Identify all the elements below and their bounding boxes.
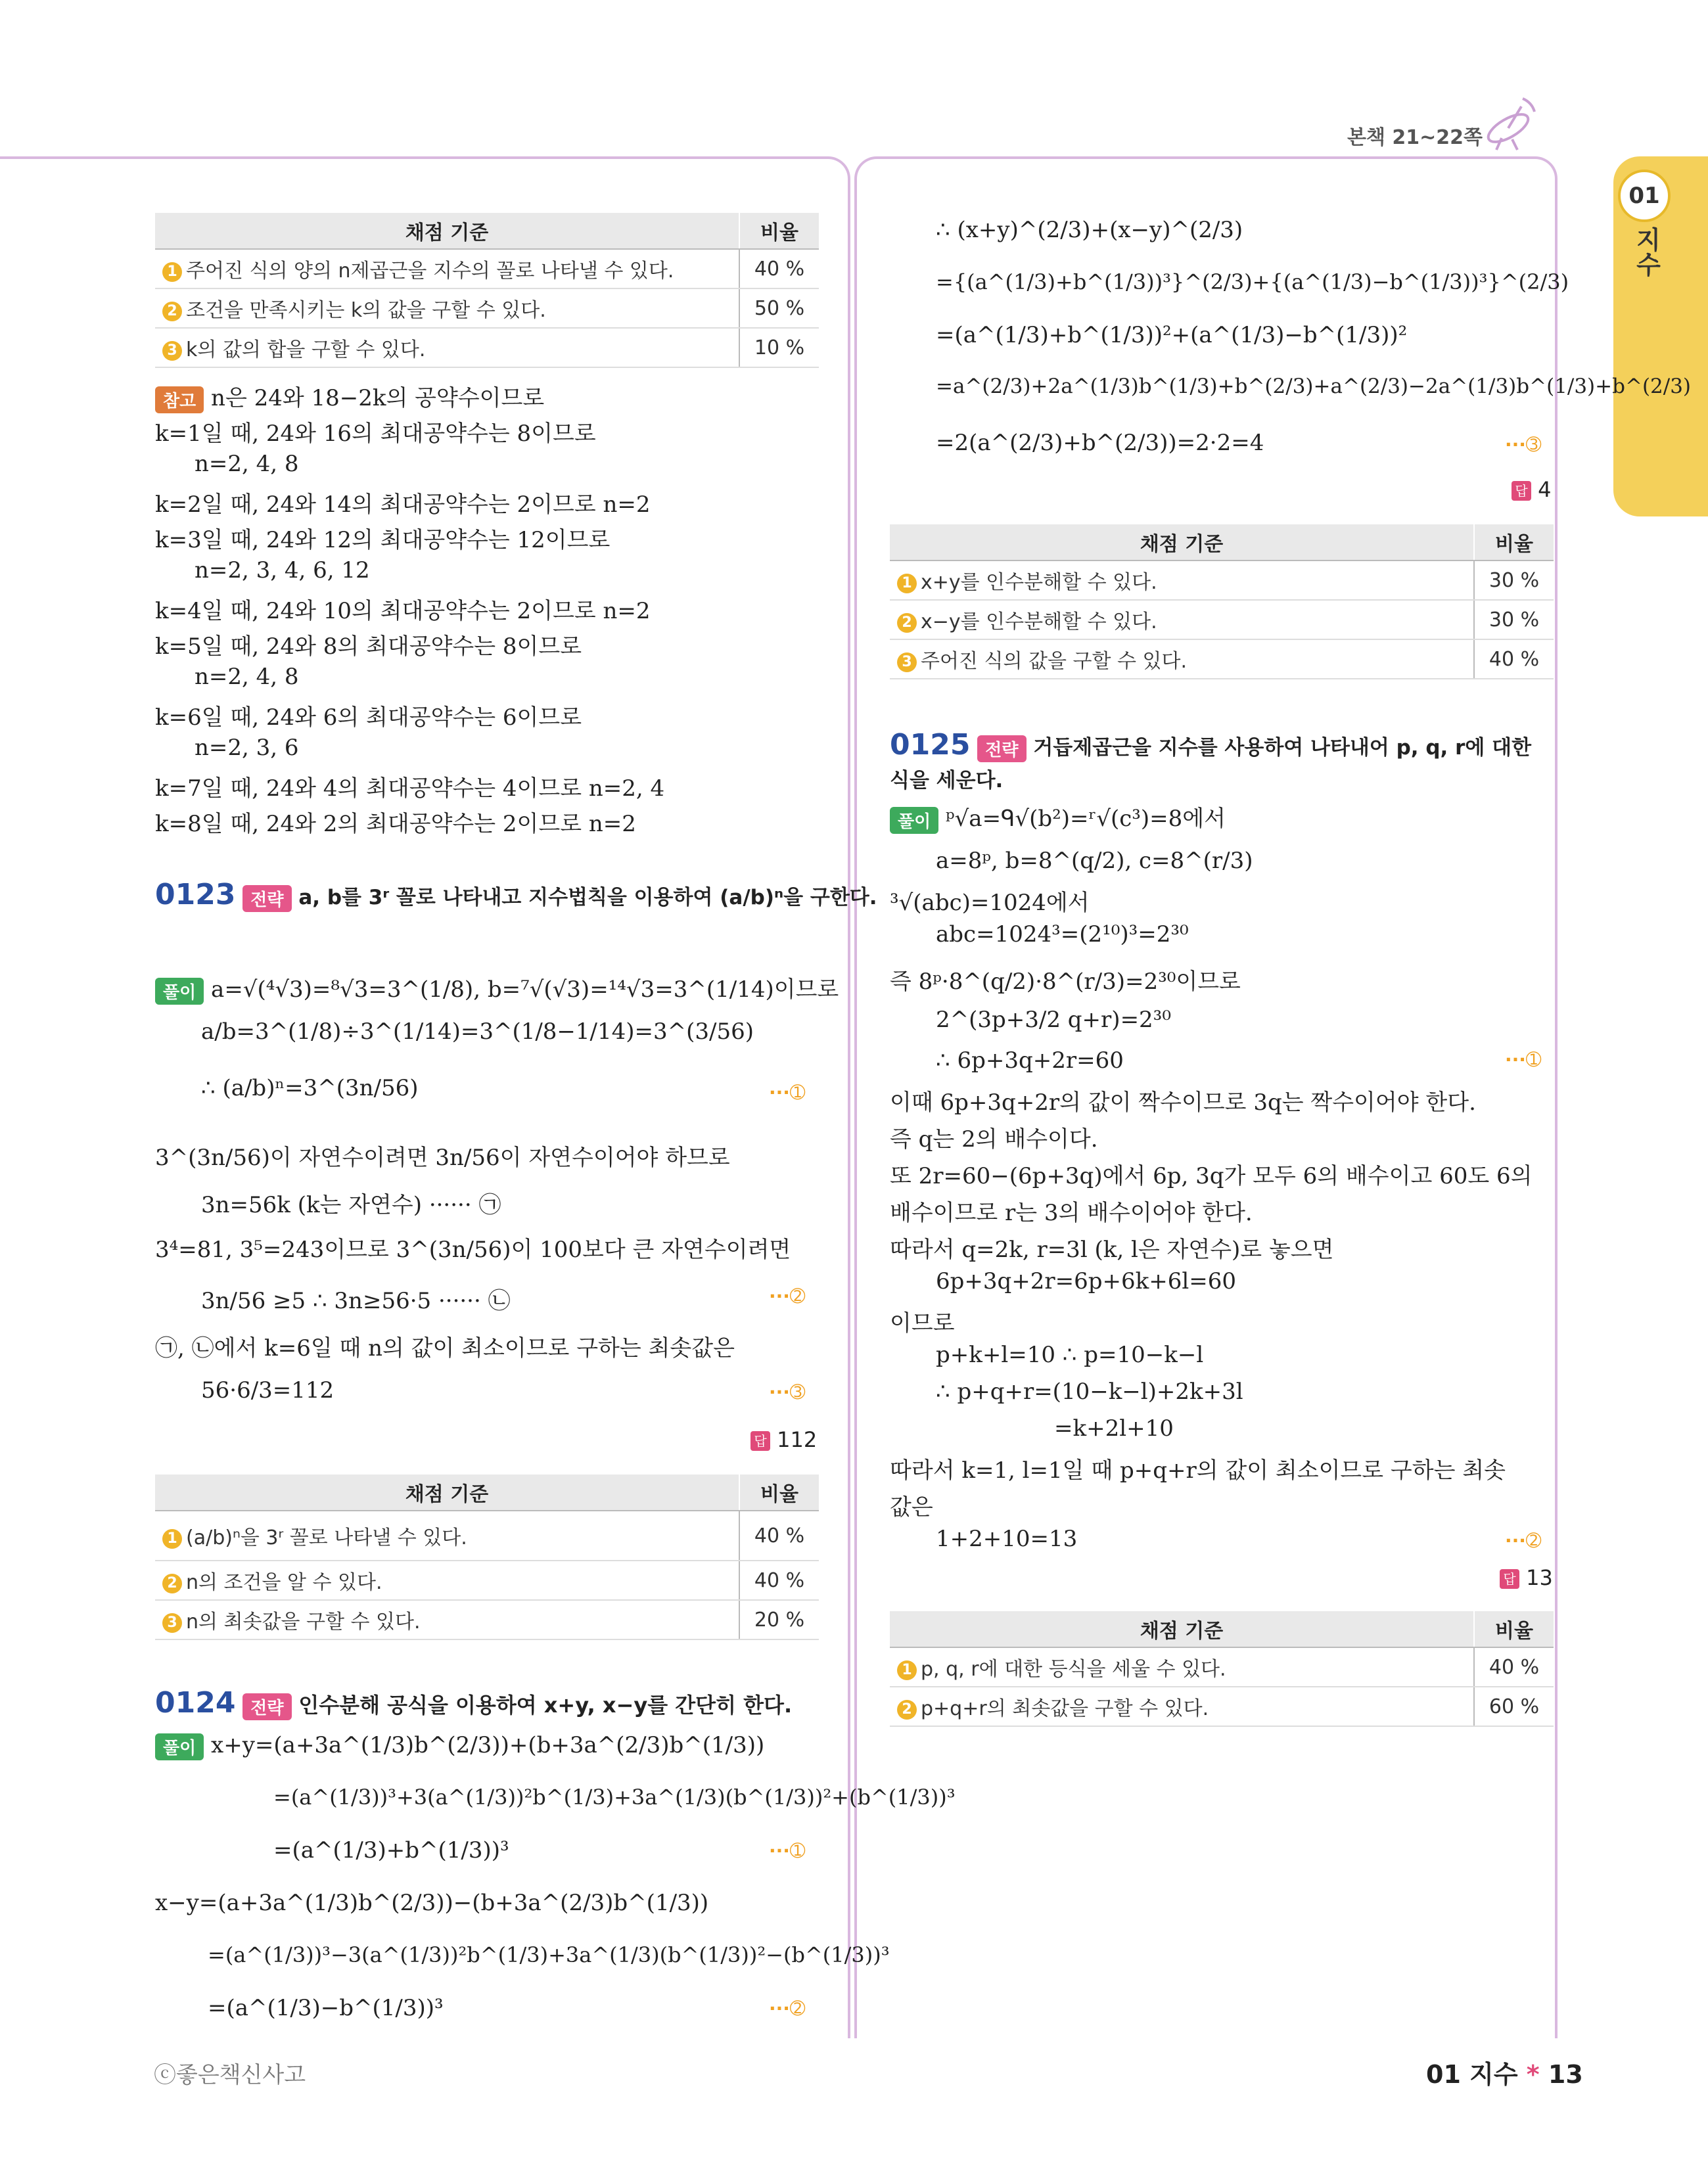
solution-line: 3^(3n/56)이 자연수이려면 3n/56이 자연수이어야 하므로 — [155, 1145, 730, 1171]
strategy-text: a, b를 3ʳ 꼴로 나타내고 지수법칙을 이용하여 (a/b)ⁿ을 구한다. — [298, 886, 877, 909]
table-row — [155, 1600, 819, 1639]
solution-line: 또 2r=60−(6p+3q)에서 6p, 3q가 모두 6의 배수이고 60도 6의 — [890, 1163, 1533, 1189]
strategy-text-cont: 식을 세운다. — [890, 769, 1004, 792]
table-header-ratio: 비율 — [739, 213, 819, 249]
step-2-icon: 2 — [162, 302, 182, 321]
book-reference: 본책 21~22쪽 — [1347, 126, 1483, 149]
problem-number: 0124 — [155, 1686, 236, 1720]
solution-line: =(a^(1/3)+b^(1/3))²+(a^(1/3)−b^(1/3))² — [936, 322, 1408, 348]
criteria-text: (a/b)ⁿ을 3ʳ 꼴로 나타낼 수 있다. — [186, 1526, 467, 1549]
satellite-dish-icon — [1482, 92, 1541, 157]
step-3-marker: ···➂ — [1505, 434, 1542, 455]
solution-line: ={(a^(1/3)+b^(1/3))³}^(2/3)+{(a^(1/3)−b^(1/3))³}^(2/3) — [936, 269, 1569, 294]
solution-line: 6p+3q+2r=6p+6k+6l=60 — [936, 1268, 1237, 1294]
ratio-value: 20 % — [739, 1600, 819, 1639]
answer-0124: 답 4 — [1512, 477, 1552, 502]
note-line: k=3일 때, 24와 12의 최대공약수는 12이므로 — [155, 527, 611, 553]
note-badge: 참고 — [155, 386, 204, 413]
solution-line: x−y=(a+3a^(1/3)b^(2/3))−(b+3a^(2/3)b^(1/3)) — [155, 1890, 709, 1916]
step-2-marker: ···➁ — [769, 1998, 806, 2019]
answer-icon: 답 — [1512, 481, 1531, 501]
table-header-criteria: 채점 기준 — [155, 1475, 739, 1511]
solution-line: 이때 6p+3q+2r의 값이 짝수이므로 3q는 짝수이어야 한다. — [890, 1089, 1476, 1116]
solution-line: ㉠, ㉡에서 k=6일 때 n의 값이 최소이므로 구하는 최솟값은 — [155, 1335, 735, 1361]
criteria-text: p, q, r에 대한 등식을 세울 수 있다. — [921, 1658, 1226, 1681]
solution-line: ∴ (x+y)^(2/3)+(x−y)^(2/3) — [936, 217, 1243, 243]
step-2-icon: 2 — [897, 1700, 917, 1720]
step-1-icon: 1 — [162, 1529, 182, 1549]
solution-line: 3⁴=81, 3⁵=243이므로 3^(3n/56)이 100보다 큰 자연수이려면 — [155, 1237, 791, 1263]
criteria-text: 조건을 만족시키는 k의 값을 구할 수 있다. — [186, 299, 546, 322]
problem-number: 0123 — [155, 878, 236, 911]
solution-line: 2^(3p+3/2 q+r)=2³⁰ — [936, 1007, 1171, 1033]
solution-line: ³√(abc)=1024에서 — [890, 890, 1090, 916]
ratio-value: 40 % — [1474, 639, 1554, 679]
note-line: n=2, 4, 8 — [195, 451, 299, 477]
table-row — [155, 249, 819, 288]
problem-number: 0125 — [890, 728, 971, 762]
solution-badge: 풀이 — [155, 1733, 204, 1760]
solution-line: 따라서 q=2k, r=3l (k, l은 자연수)로 놓으면 — [890, 1237, 1334, 1263]
criteria-text: x−y를 인수분해할 수 있다. — [921, 610, 1157, 633]
ratio-value: 30 % — [1474, 560, 1554, 600]
ratio-value: 40 % — [1474, 1647, 1554, 1687]
ratio-value: 10 % — [739, 328, 819, 367]
answer-0123: 답 112 — [750, 1427, 817, 1452]
solution-line: =(a^(1/3))³+3(a^(1/3))²b^(1/3)+3a^(1/3)(b^(1/3))²+(b^(1/3))³ — [273, 1785, 956, 1810]
scoring-table-0122 — [155, 213, 819, 368]
criteria-text: x+y를 인수분해할 수 있다. — [921, 571, 1157, 594]
note-line: k=5일 때, 24와 8의 최대공약수는 8이므로 — [155, 633, 582, 660]
solution-line: p+k+l=10 ∴ p=10−k−l — [936, 1342, 1204, 1368]
answer-0125: 답 13 — [1500, 1565, 1553, 1590]
page-footer — [1426, 2054, 1583, 2090]
solution-line: =(a^(1/3)−b^(1/3))³ — [208, 1995, 444, 2021]
step-1-icon: 1 — [162, 262, 182, 282]
note-line-0: 참고 n은 24와 18−2k의 공약수이므로 — [155, 380, 544, 413]
scoring-table-0125 — [890, 1611, 1554, 1727]
table-header-ratio: 비율 — [1474, 1611, 1554, 1647]
strategy-badge: 전략 — [977, 735, 1026, 762]
solution-line: 풀이 ᵖ√a=ᑫ√(b²)=ʳ√(c³)=8에서 — [890, 800, 1226, 834]
note-line: k=2일 때, 24와 14의 최대공약수는 2이므로 n=2 — [155, 492, 651, 518]
note-line: n=2, 3, 6 — [195, 735, 299, 761]
solution-line: =(a^(1/3))³−3(a^(1/3))²b^(1/3)+3a^(1/3)(b^(1/3))²−(b^(1/3))³ — [208, 1942, 890, 1967]
step-1-marker: ···➀ — [769, 1840, 806, 1862]
solution-line: ∴ 6p+3q+2r=60 — [936, 1047, 1124, 1074]
page-number: 13 — [1548, 2060, 1583, 2089]
ratio-value: 40 % — [739, 249, 819, 288]
strategy-badge: 전략 — [242, 885, 291, 912]
solution-line: 1+2+10=13 — [936, 1526, 1078, 1552]
strategy-text: 거듭제곱근을 지수를 사용하여 나타내어 p, q, r에 대한 — [1033, 736, 1532, 760]
answer-icon: 답 — [1500, 1569, 1519, 1589]
step-3-icon: 3 — [162, 1613, 182, 1633]
problem-0125-heading — [890, 728, 1531, 762]
ratio-value: 30 % — [1474, 600, 1554, 639]
table-row — [890, 600, 1554, 639]
solution-line: 이므로 — [890, 1310, 955, 1337]
ratio-value: 40 % — [739, 1561, 819, 1600]
step-1-marker: ···➀ — [769, 1082, 806, 1103]
solution-line: 값은 — [890, 1494, 933, 1521]
table-row — [155, 288, 819, 328]
note-line: k=7일 때, 24와 4의 최대공약수는 4이므로 n=2, 4 — [155, 775, 665, 802]
solution-line: =2(a^(2/3)+b^(2/3))=2·2=4 — [936, 430, 1264, 456]
ratio-value: 40 % — [739, 1511, 819, 1561]
table-row — [155, 1511, 819, 1561]
solution-line: 따라서 k=1, l=1일 때 p+q+r의 값이 최소이므로 구하는 최솟 — [890, 1457, 1506, 1484]
note-line: k=6일 때, 24와 6의 최대공약수는 6이므로 — [155, 704, 582, 731]
table-row — [155, 1561, 819, 1600]
criteria-text: p+q+r의 최솟값을 구할 수 있다. — [921, 1697, 1209, 1720]
solution-line: 3n/56 ≥5 ∴ 3n≥56·5 ······ ㉡ — [201, 1288, 511, 1314]
chapter-label: 지수 — [1632, 227, 1661, 277]
step-2-icon: 2 — [897, 613, 917, 633]
solution-line: 풀이 a=√(⁴√3)=⁸√3=3^(1/8), b=⁷√(√3)=¹⁴√3=3^(1/14)이므로 — [155, 971, 839, 1005]
criteria-text: k의 값의 합을 구할 수 있다. — [186, 338, 426, 361]
table-row — [890, 560, 1554, 600]
criteria-text: 주어진 식의 값을 구할 수 있다. — [921, 650, 1187, 673]
strategy-badge: 전략 — [242, 1693, 291, 1720]
solution-badge: 풀이 — [890, 807, 938, 834]
table-header-criteria: 채점 기준 — [890, 524, 1474, 560]
publisher-credit: ⓒ좋은책신사고 — [154, 2062, 306, 2088]
problem-0123-heading — [155, 878, 877, 912]
table-header-criteria: 채점 기준 — [155, 213, 739, 249]
note-line: k=1일 때, 24와 16의 최대공약수는 8이므로 — [155, 421, 596, 447]
step-1-icon: 1 — [897, 1660, 917, 1680]
criteria-text: n의 조건을 알 수 있다. — [186, 1571, 382, 1594]
criteria-text: 주어진 식의 양의 n제곱근을 지수의 꼴로 나타낼 수 있다. — [186, 260, 674, 283]
strategy-text: 인수분해 공식을 이용하여 x+y, x−y를 간단히 한다. — [298, 1693, 793, 1718]
step-3-icon: 3 — [897, 652, 917, 672]
scoring-table-0124 — [890, 524, 1554, 679]
solution-badge: 풀이 — [155, 978, 204, 1005]
chapter-number: 01 — [1618, 170, 1671, 222]
problem-0124-heading — [155, 1686, 792, 1720]
solution-line: a/b=3^(1/8)÷3^(1/14)=3^(1/8−1/14)=3^(3/56) — [201, 1018, 754, 1045]
table-header-ratio: 비율 — [1474, 524, 1554, 560]
solution-line: 배수이므로 r는 3의 배수이어야 한다. — [890, 1200, 1253, 1226]
table-header-ratio: 비율 — [739, 1475, 819, 1511]
criteria-text: n의 최솟값을 구할 수 있다. — [186, 1611, 421, 1634]
note-line: n=2, 4, 8 — [195, 664, 299, 690]
solution-line: 즉 q는 2의 배수이다. — [890, 1126, 1098, 1153]
scoring-table-0123 — [155, 1475, 819, 1640]
solution-line: ∴ p+q+r=(10−k−l)+2k+3l — [936, 1379, 1243, 1405]
solution-line: =a^(2/3)+2a^(1/3)b^(1/3)+b^(2/3)+a^(2/3)−2a^(1/3)b^(1/3)+b^(2/3) — [936, 375, 1692, 398]
solution-line: abc=1024³=(2¹⁰)³=2³⁰ — [936, 921, 1189, 948]
answer-icon: 답 — [750, 1431, 770, 1451]
step-2-icon: 2 — [162, 1574, 182, 1593]
table-row — [890, 1647, 1554, 1687]
ratio-value: 60 % — [1474, 1687, 1554, 1726]
solution-line: 56·6/3=112 — [201, 1377, 335, 1404]
table-header-criteria: 채점 기준 — [890, 1611, 1474, 1647]
footer-chapter: 01 지수 — [1426, 2060, 1518, 2089]
step-1-icon: 1 — [897, 574, 917, 593]
step-3-marker: ···➂ — [769, 1381, 806, 1403]
footer-star: * — [1526, 2060, 1540, 2089]
step-1-marker: ···➀ — [1505, 1049, 1542, 1070]
solution-line: =k+2l+10 — [1054, 1415, 1174, 1442]
step-2-marker: ···➁ — [1505, 1530, 1542, 1551]
note-line: k=4일 때, 24와 10의 최대공약수는 2이므로 n=2 — [155, 598, 651, 624]
solution-line: 3n=56k (k는 자연수) ······ ㉠ — [201, 1192, 501, 1218]
solution-line: a=8ᵖ, b=8^(q/2), c=8^(r/3) — [936, 848, 1253, 874]
solution-line: =(a^(1/3)+b^(1/3))³ — [273, 1837, 509, 1864]
table-row — [890, 639, 1554, 679]
note-line: n=2, 3, 4, 6, 12 — [195, 557, 370, 583]
solution-line: 풀이 x+y=(a+3a^(1/3)b^(2/3))+(b+3a^(2/3)b^(1/3)) — [155, 1732, 764, 1760]
table-row — [890, 1687, 1554, 1726]
ratio-value: 50 % — [739, 288, 819, 328]
solution-line: ∴ (a/b)ⁿ=3^(3n/56) — [201, 1075, 419, 1101]
solution-line: 즉 8ᵖ·8^(q/2)·8^(r/3)=2³⁰이므로 — [890, 969, 1241, 995]
note-line: k=8일 때, 24와 2의 최대공약수는 2이므로 n=2 — [155, 811, 636, 837]
step-3-icon: 3 — [162, 341, 182, 361]
table-row — [155, 328, 819, 367]
step-2-marker: ···➁ — [769, 1285, 806, 1307]
